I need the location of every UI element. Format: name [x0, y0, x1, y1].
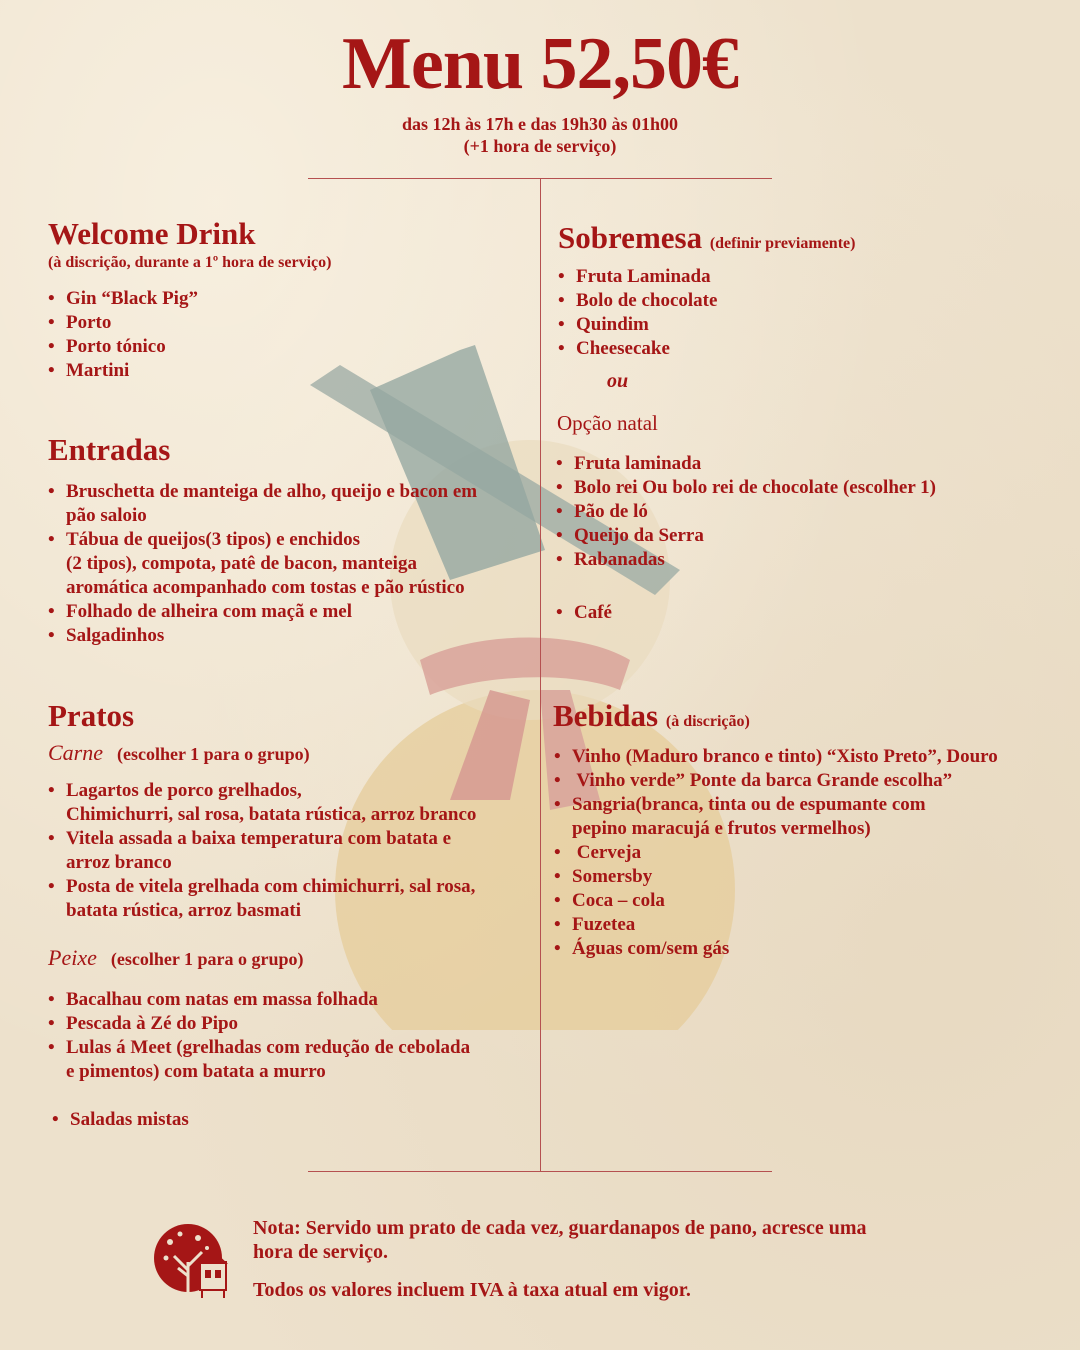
bebidas-note: (à discrição) [665, 713, 750, 730]
page-title: Menu 52,50€ [342, 23, 738, 105]
list-item: • Gin “Black Pig” [48, 287, 198, 311]
bottom-divider [308, 1171, 772, 1172]
entradas-title: Entradas [48, 432, 171, 467]
list-item: • Cerveja [554, 841, 998, 865]
list-item: • Porto [48, 311, 198, 335]
or-separator: ou [607, 370, 629, 392]
list-item: • Folhado de alheira com maçã e mel [48, 600, 477, 624]
carne-subtitle [48, 740, 310, 766]
pratos-extra-list [52, 1108, 189, 1132]
footer-note: Nota: Servido um prato de cada vez, guardanapos de pano, acresce uma hora de serviço. [253, 1217, 867, 1263]
list-item: • Pão de ló [556, 500, 936, 524]
list-item: • Vitela assada a baixa temperatura com batata e arroz branco [48, 827, 476, 875]
list-item: • Quindim [558, 313, 717, 337]
list-item: • Vinho verde” Ponte da barca Grande escolha” [554, 769, 998, 793]
welcome-list [48, 287, 198, 383]
peixe-subtitle [48, 945, 304, 971]
list-item: • Fruta Laminada [558, 265, 717, 289]
welcome-title: Welcome Drink [48, 216, 256, 251]
list-item: • Fuzetea [554, 913, 998, 937]
service-hours: das 12h às 17h e das 19h30 às 01h00 [401, 114, 679, 134]
natal-list [556, 452, 936, 572]
carne-list [48, 779, 476, 923]
list-item: • Fruta laminada [556, 452, 936, 476]
bebidas-title: Bebidas (à discrição) [553, 698, 750, 733]
list-item: • Lagartos de porco grelhados, Chimichurri, sal rosa, batata rústica, arroz branco [48, 779, 476, 827]
list-item: • Somersby [554, 865, 998, 889]
list-item: • Martini [48, 359, 198, 383]
sobremesa-list [558, 265, 717, 361]
list-item: • Bolo de chocolate [558, 289, 717, 313]
list-item: • Vinho (Maduro branco e tinto) “Xisto Preto”, Douro [554, 745, 998, 769]
tree-logo-icon [152, 1218, 236, 1302]
list-item: • Rabanadas [556, 548, 936, 572]
sobremesa-note: (definir previamente) [709, 235, 856, 252]
natal-title: Opção natal [557, 411, 658, 435]
list-item: • Porto tónico [48, 335, 198, 359]
peixe-list [48, 988, 470, 1084]
list-item: • Posta de vitela grelhada com chimichurri, sal rosa, batata rústica, arroz basmati [48, 875, 476, 923]
peixe-label: Peixe [48, 945, 97, 970]
center-divider [540, 178, 541, 1171]
service-extra: (+1 hora de serviço) [463, 136, 617, 156]
list-item: • Lulas á Meet (grelhadas com redução de cebolada e pimentos) com batata a murro [48, 1036, 470, 1084]
list-item: • Pescada à Zé do Pipo [48, 1012, 470, 1036]
entradas-list [48, 480, 477, 648]
footer-iva: Todos os valores incluem IVA à taxa atual em vigor. [253, 1279, 691, 1301]
sobremesa-title: Sobremesa (definir previamente) [558, 220, 856, 255]
list-item: • Queijo da Serra [556, 524, 936, 548]
list-item: • Salgadinhos [48, 624, 477, 648]
bebidas-list [554, 745, 998, 961]
list-item: • Coca – cola [554, 889, 998, 913]
list-item: • Bruschetta de manteiga de alho, queijo e bacon em pão saloio [48, 480, 477, 528]
cafe-list [556, 601, 612, 625]
list-item: • Bolo rei Ou bolo rei de chocolate (escolher 1) [556, 476, 936, 500]
list-item: • Águas com/sem gás [554, 937, 998, 961]
carne-label: Carne [48, 740, 103, 765]
carne-note: (escolher 1 para o grupo) [117, 744, 310, 764]
list-item: • Saladas mistas [52, 1108, 189, 1132]
list-item: • Café [556, 601, 612, 625]
list-item: • Tábua de queijos(3 tipos) e enchidos (2 tipos), compota, patê de bacon, manteiga aromática acompanhado com tostas e pão rústico [48, 528, 477, 600]
list-item: • Bacalhau com natas em massa folhada [48, 988, 470, 1012]
peixe-note: (escolher 1 para o grupo) [110, 949, 304, 969]
welcome-note: (à discrição, durante a 1º hora de serviço) [48, 254, 332, 271]
list-item: • Sangria(branca, tinta ou de espumante com pepino maracujá e frutos vermelhos) [554, 793, 998, 841]
pratos-title: Pratos [48, 698, 135, 733]
list-item: • Cheesecake [558, 337, 717, 361]
